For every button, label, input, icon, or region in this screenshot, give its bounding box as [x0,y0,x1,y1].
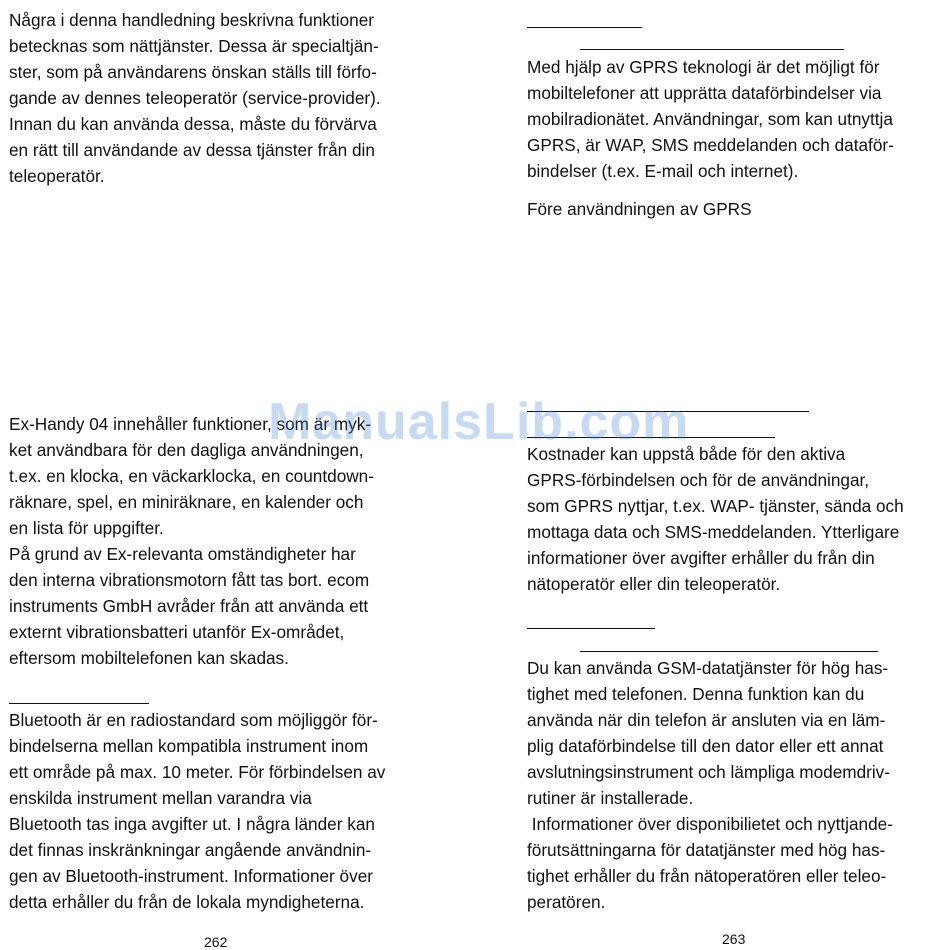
text-line: Bluetooth är en radiostandard som möjliggör för- [9,710,378,730]
text-line: rutiner är installerade. [527,788,694,808]
text-line: mottaga data och SMS-meddelanden. Ytterligare [527,522,900,542]
text-line: teleoperatör. [9,166,105,186]
watermark-logo: ManualsLib.com [268,393,690,451]
text-line: förutsättningarna för datatjänster med hög has- [527,840,886,860]
text-line: nätoperatör eller din teleoperatör. [527,574,781,594]
page-number-left: 262 [204,934,228,950]
text-line: informationer över avgifter erhåller du från din [527,548,875,568]
text-line: gen av Bluetooth-instrument. Informationer över [9,866,373,886]
text-line: gande av dennes teleoperatör (service-provider). [9,88,381,108]
heading-rule [527,27,642,28]
text-line: bindelser (t.ex. E-mail och internet). [527,161,799,181]
page-number-right: 263 [722,931,746,947]
text-line: Med hjälp av GPRS teknologi är det möjligt för [527,57,880,77]
text-line: instruments GmbH avråder från att använda ett [9,596,369,616]
text-line: ket användbara för den dagliga användningen, [9,440,364,460]
text-line: externt vibrationsbatteri utanför Ex-området, [9,622,345,642]
text-line: GPRS, är WAP, SMS meddelanden och dataför- [527,135,894,155]
text-line: Kostnader kan uppstå både för den aktiva [527,444,846,464]
costs-paragraph [527,441,945,597]
text-line: tighet med telefonen. Denna funktion kan du [527,684,865,704]
text-line: använda när din telefon är ansluten via en läm- [527,710,886,730]
gprs-paragraph [527,54,945,184]
text-line: en lista för uppgifter. [9,518,164,538]
text-line: Bluetooth tas inga avgifter ut. I några länder kan [9,814,375,834]
heading-rule [580,651,878,652]
bluetooth-paragraph [9,707,439,915]
text-line: mobiltelefoner att upprätta dataförbindelser via [527,83,882,103]
text-line: Informationer över disponibilietet och nyttjande- [527,814,893,834]
text-line: Du kan använda GSM-datatjänster för hög has- [527,658,889,678]
text-line: På grund av Ex-relevanta omständigheter har [9,544,356,564]
gsm-paragraph [527,655,945,915]
text-line: avslutningsinstrument och lämpliga modemdriv- [527,762,891,782]
text-line: Innan du kan använda dessa, måste du förvärva [9,114,377,134]
heading-rule [580,49,844,50]
text-line: den interna vibrationsmotorn fått tas bort. ecom [9,570,370,590]
text-line: betecknas som nättjänster. Dessa är specialtjän- [9,36,379,56]
text-line: Före användningen av GPRS [527,199,752,219]
text-line: eftersom mobiltelefonen kan skadas. [9,648,289,668]
before-gprs-heading [527,196,945,222]
text-line: enskilda instrument mellan varandra via [9,788,312,808]
heading-rule [527,628,655,629]
heading-rule [9,703,149,704]
text-line: GPRS-förbindelsen och för de användningar, [527,470,870,490]
intro-paragraph [9,7,439,189]
text-line: Ex-Handy 04 innehåller funktioner, som är myk- [9,414,372,434]
text-line: ett område på max. 10 meter. För förbindelsen av [9,762,386,782]
text-line: plig dataförbindelse till den dator eller ett annat [527,736,884,756]
text-line: räknare, spel, en miniräknare, en kalender och [9,492,364,512]
text-line: mobilradionätet. Användningar, som kan utnyttja [527,109,893,129]
text-line: t.ex. en klocka, en väckarklocka, en countdown- [9,466,374,486]
text-line: peratören. [527,892,606,912]
text-line: detta erhåller du från de lokala myndigheterna. [9,892,365,912]
text-line: ster, som på användarens önskan ställs till förfo- [9,62,377,82]
text-line: som GPRS nyttjar, t.ex. WAP- tjänster, sända och [527,496,904,516]
text-line: det finnas inskränkningar angående användnin- [9,840,372,860]
text-line: en rätt till användande av dessa tjänster från din [9,140,375,160]
text-line: Några i denna handledning beskrivna funktioner [9,10,375,30]
text-line: tighet erhåller du från nätoperatören eller teleo- [527,866,887,886]
text-line: bindelserna mellan kompatibla instrument inom [9,736,369,756]
